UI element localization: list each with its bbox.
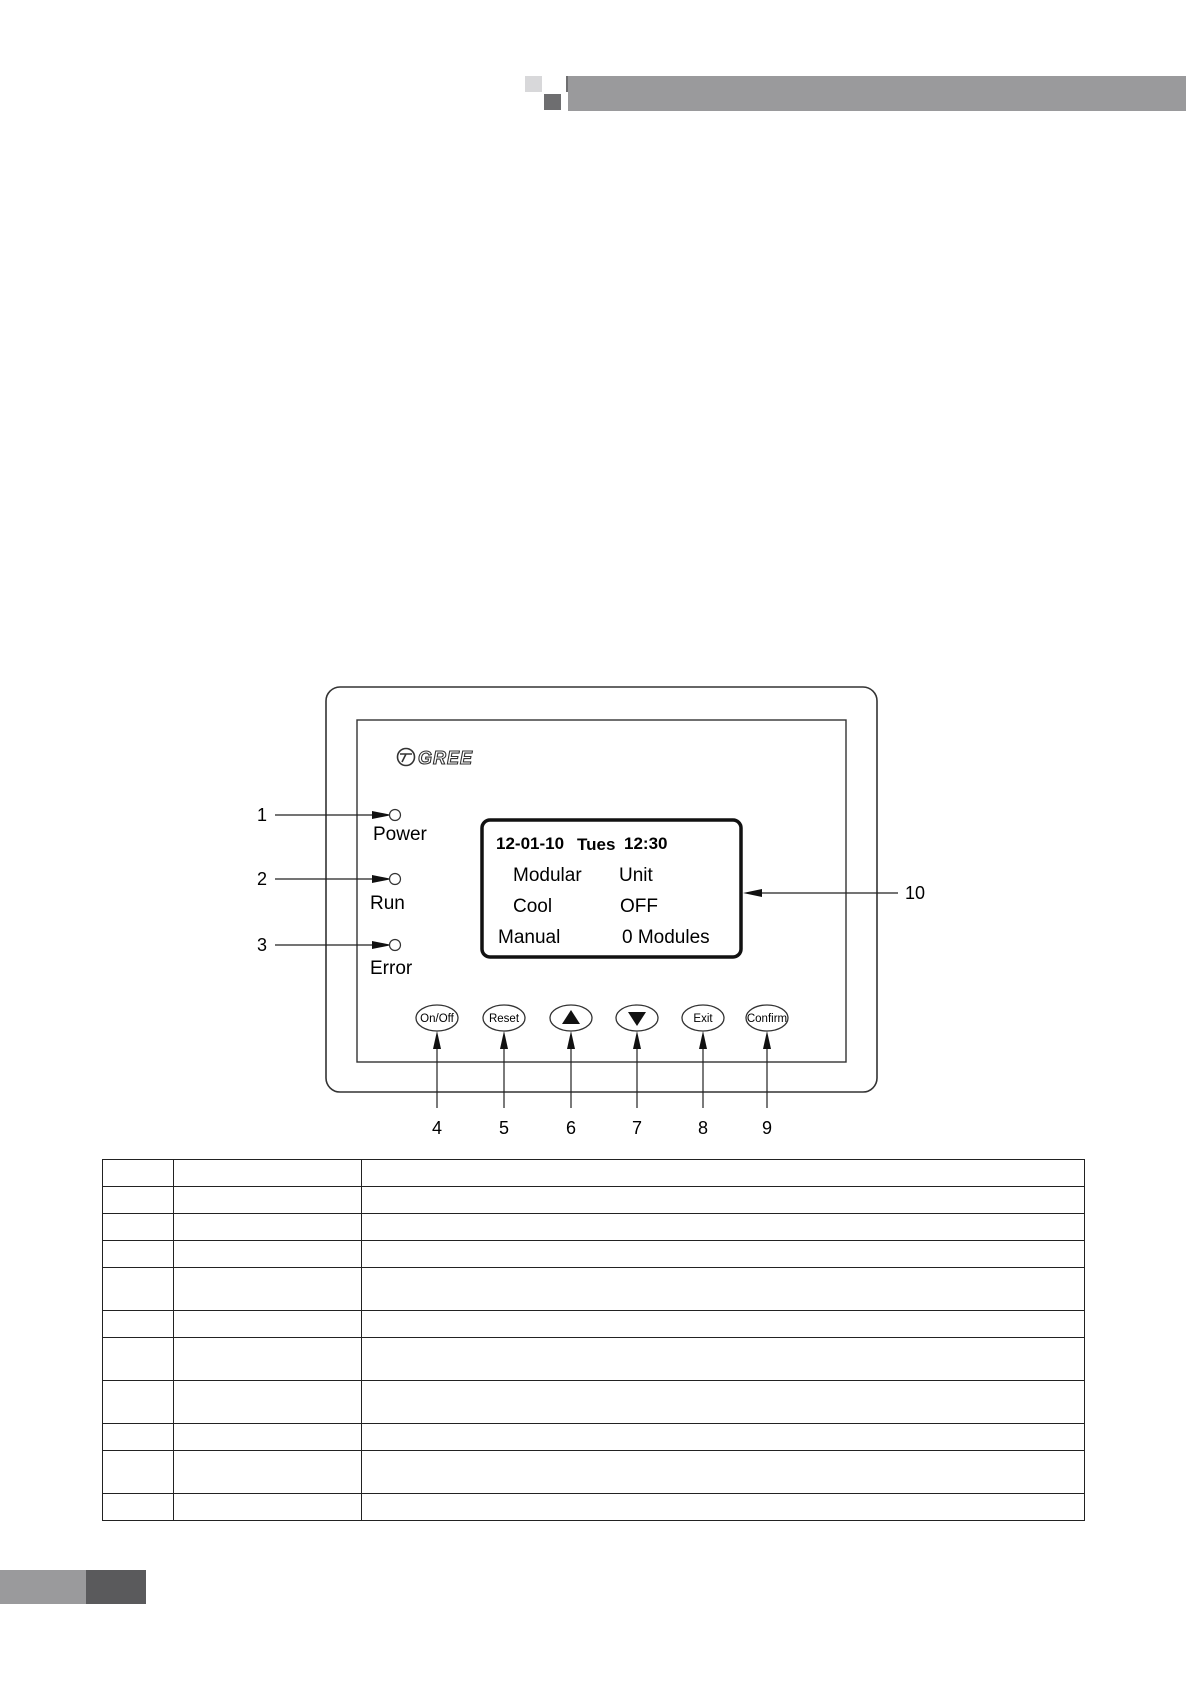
table-cell: [103, 1311, 174, 1338]
table-cell: [103, 1241, 174, 1268]
indicator-callout-number: 1: [257, 805, 268, 825]
table-cell: [362, 1160, 1085, 1187]
table-cell: [174, 1338, 362, 1381]
button-callout-number: 9: [761, 1118, 773, 1138]
button-arrowhead: [567, 1031, 575, 1049]
lcd-line4-left: Manual: [498, 927, 561, 948]
table-cell: [362, 1214, 1085, 1241]
button-exit[interactable]: [682, 1005, 724, 1031]
table-cell: [362, 1424, 1085, 1451]
table-cell: [103, 1338, 174, 1381]
table-cell: [174, 1494, 362, 1521]
button-label: Confirm: [746, 1013, 788, 1025]
button-down[interactable]: [616, 1005, 658, 1031]
table-cell: [174, 1160, 362, 1187]
indicator-label-run: Run: [370, 893, 405, 914]
table-cell: [103, 1381, 174, 1424]
table-cell: [174, 1311, 362, 1338]
brand-logo-text: GREE: [418, 748, 474, 768]
button-up[interactable]: [550, 1005, 592, 1031]
table-cell: [362, 1187, 1085, 1214]
table-cell: [174, 1268, 362, 1311]
table-row: [103, 1311, 1085, 1338]
button-callout-number: 7: [631, 1118, 643, 1138]
button-on-off[interactable]: [416, 1005, 458, 1031]
table-cell: [103, 1494, 174, 1521]
table-cell: [174, 1241, 362, 1268]
spec-table: [102, 1159, 1085, 1521]
button-confirm[interactable]: [746, 1005, 788, 1031]
table-cell: [174, 1381, 362, 1424]
callout-10-number: 10: [905, 883, 926, 903]
table-cell: [103, 1160, 174, 1187]
lcd-line4-right: 0 Modules: [622, 927, 710, 948]
button-arrowhead: [433, 1031, 441, 1049]
table-cell: [362, 1311, 1085, 1338]
indicator-callout-number: 2: [257, 869, 268, 889]
button-label: On/Off: [420, 1013, 454, 1025]
button-callout-number: 5: [498, 1118, 510, 1138]
table-cell: [362, 1268, 1085, 1311]
table-row: [103, 1494, 1085, 1521]
table-cell: [103, 1214, 174, 1241]
lcd-line2-right: Unit: [619, 865, 653, 886]
table-cell: [362, 1451, 1085, 1494]
table-cell: [103, 1187, 174, 1214]
lcd-day: Tues: [577, 835, 616, 854]
table-cell: [174, 1214, 362, 1241]
lcd-line3-left: Cool: [513, 896, 553, 917]
table-cell: [362, 1381, 1085, 1424]
button-arrowhead: [500, 1031, 508, 1049]
table-row: [103, 1268, 1085, 1311]
lcd-time: 12:30: [624, 834, 668, 853]
button-callout-number: 4: [431, 1118, 443, 1138]
callout-10-arrowhead: [743, 889, 762, 897]
led-error-icon: [390, 940, 401, 951]
table-cell: [362, 1338, 1085, 1381]
button-callout-number: 6: [565, 1118, 577, 1138]
gree-logo: [398, 748, 474, 768]
footer-bar-dark: [86, 1570, 146, 1604]
table-row: [103, 1424, 1085, 1451]
button-label: Reset: [488, 1013, 520, 1025]
table-cell: [174, 1451, 362, 1494]
table-cell: [103, 1424, 174, 1451]
led-run-icon: [390, 874, 401, 885]
table-row: [103, 1160, 1085, 1187]
button-arrowhead: [633, 1031, 641, 1049]
table-cell: [362, 1494, 1085, 1521]
indicator-label-power: Power: [373, 824, 427, 845]
table-row: [103, 1451, 1085, 1494]
table-cell: [174, 1187, 362, 1214]
footer-bar-light: [0, 1570, 86, 1604]
table-row: [103, 1338, 1085, 1381]
indicator-label-error: Error: [370, 958, 413, 979]
table-row: [103, 1381, 1085, 1424]
lcd-line2-left: Modular: [513, 865, 582, 886]
table-cell: [103, 1268, 174, 1311]
table-cell: [174, 1424, 362, 1451]
indicator-callout-number: 3: [257, 935, 268, 955]
led-power-icon: [390, 810, 401, 821]
lcd-line3-right: OFF: [620, 896, 658, 917]
table-cell: [103, 1451, 174, 1494]
table-row: [103, 1214, 1085, 1241]
button-callout-number: 8: [697, 1118, 709, 1138]
button-reset[interactable]: [483, 1005, 525, 1031]
button-arrowhead: [763, 1031, 771, 1049]
lcd-date: 12-01-10: [496, 834, 565, 853]
table-cell: [362, 1241, 1085, 1268]
button-arrowhead: [699, 1031, 707, 1049]
table-row: [103, 1187, 1085, 1214]
button-label: Exit: [693, 1013, 713, 1025]
table-row: [103, 1241, 1085, 1268]
